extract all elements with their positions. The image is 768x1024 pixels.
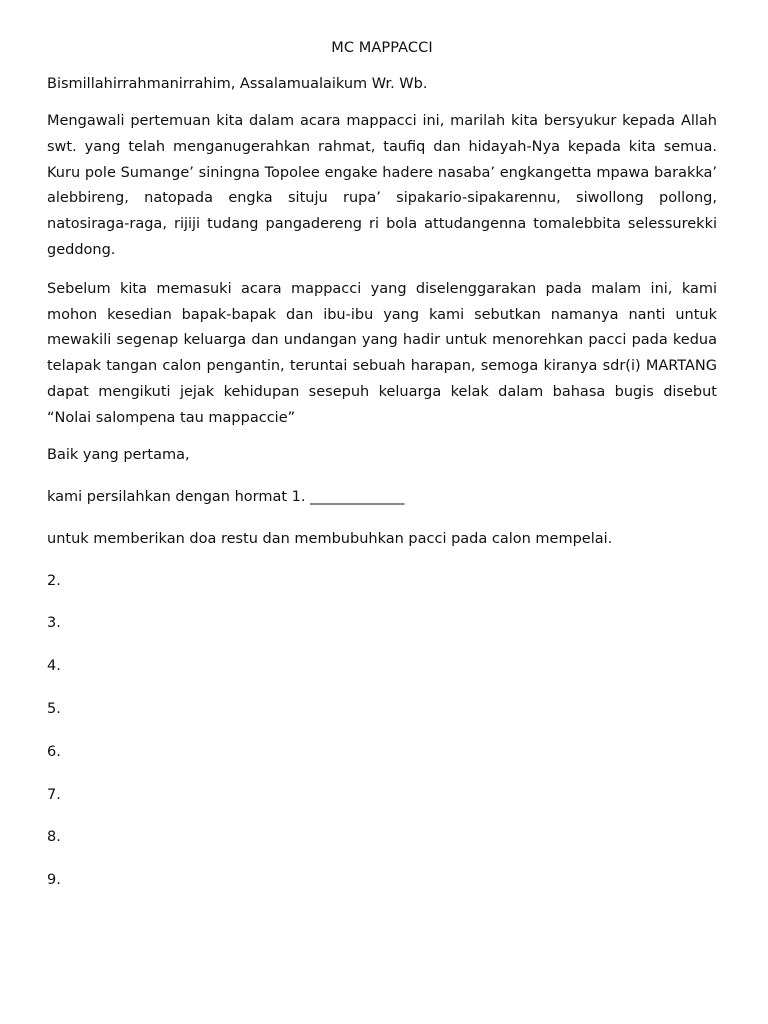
list-item: 8.	[47, 829, 61, 846]
list-item: 4.	[47, 658, 61, 675]
greeting-line: Bismillahirrahmanirrahim, Assalamualaikum Wr. Wb.	[47, 76, 428, 92]
list-item: 2.	[47, 572, 61, 589]
name-blank: _____________	[310, 488, 405, 505]
list-item: 9.	[47, 872, 61, 889]
purpose-line: untuk memberikan doa restu dan membubuhkan pacci pada calon mempelai.	[47, 530, 613, 547]
list-item: 7.	[47, 786, 61, 803]
list-item: 6.	[47, 743, 61, 760]
list-item: 3.	[47, 615, 61, 632]
invitation-prefix: kami persilahkan dengan hormat 1.	[47, 488, 311, 505]
invitation-line	[47, 487, 717, 507]
opening-paragraph: Mengawali pertemuan kita dalam acara mappacci ini, marilah kita bersyukur kepada Allah swt. yang telah menganugerahkan rahmat, taufiq dan hidayah-Nya kepada kita semua. Kuru pole Sumange’ siningna Topolee engake hadere nasaba’ engkangetta mpawa barakka’ alebbireng, natopada engka situju rupa’ sipakario-sipakarennu, siwollong pollong, natosiraga-raga, rijiji tudang pangadereng ri bola attudangenna tomalebbita selessurekki geddong.	[47, 113, 717, 258]
mappacci-paragraph: Sebelum kita memasuki acara mappacci yang diselenggarakan pada malam ini, kami mohon kesedian bapak-bapak dan ibu-ibu yang kami sebutkan namanya nanti untuk mewakili segenap keluarga dan undangan yang hadir untuk menorehkan pacci pada kedua telapak tangan calon pengantin, teruntai sebuah harapan, semoga kiranya sdr(i) MARTANG dapat mengikuti jejak kehidupan sesepuh keluarga kelak dalam bahasa bugis disebut “Nolai salompena tau mappaccie”	[47, 280, 717, 426]
list-item: 5.	[47, 700, 61, 717]
invitee-number-list	[47, 571, 717, 891]
first-intro-line: Baik yang pertama,	[47, 446, 190, 463]
document-page	[47, 38, 717, 913]
document-title: MC MAPPACCI	[331, 40, 433, 56]
